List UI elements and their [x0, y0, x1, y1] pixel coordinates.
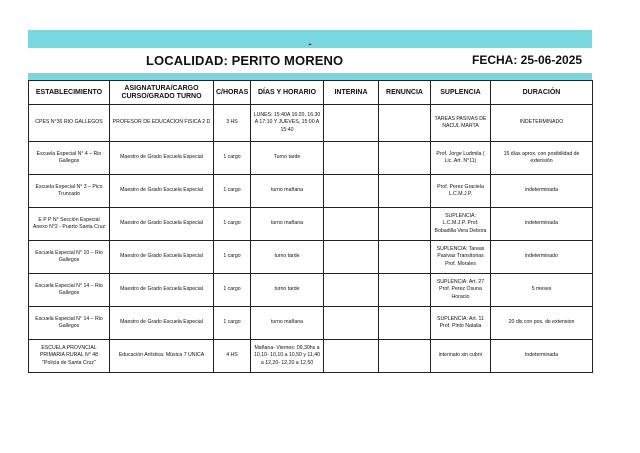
col-header-renuncia: RENUNCIA — [379, 81, 431, 105]
col-header-interina: INTERINA — [324, 81, 379, 105]
header-band-bottom — [28, 73, 592, 80]
locality-title: LOCALIDAD: PERITO MORENO — [146, 53, 344, 68]
cell-suplencia: Prof. Jorge Ludmila ( Lic. Art. N°11) — [431, 142, 491, 175]
cell-interina — [324, 208, 379, 241]
cell-interina — [324, 307, 379, 340]
table-row — [29, 274, 593, 307]
cell-duracion: 5 meses — [491, 274, 593, 307]
cell-renuncia — [379, 208, 431, 241]
cell-asignatura: Maestro de Grado Escuela Especial — [110, 175, 214, 208]
cell-interina — [324, 340, 379, 373]
cell-establecimiento: Escuela Especial N° 14 – Rio Gallegos — [29, 274, 110, 307]
cell-duracion: indeterminada — [491, 175, 593, 208]
cell-asignatura: PROFESOR DE EDUCACION FISICA 2 D — [110, 105, 214, 142]
cell-duracion: Indeterminada — [491, 340, 593, 373]
cell-renuncia — [379, 274, 431, 307]
cell-establecimiento: Escuela Especial N° 3 – Pico Truncado — [29, 175, 110, 208]
cell-dias-horario: turno tarde — [251, 274, 324, 307]
cell-dias-horario: Turno tarde — [251, 142, 324, 175]
col-header-duracion: DURACIÓN — [491, 81, 593, 105]
cell-renuncia — [379, 307, 431, 340]
cell-renuncia — [379, 175, 431, 208]
cell-interina — [324, 142, 379, 175]
cell-suplencia: interinato sin cubrir — [431, 340, 491, 373]
cell-horas: 1 cargo — [214, 208, 251, 241]
cell-suplencia: Prof. Perez Graciela L.C.M.J.P. — [431, 175, 491, 208]
cell-asignatura: Educación Artística: Música 7 UNICA — [110, 340, 214, 373]
table-row — [29, 307, 593, 340]
cell-horas: 1 cargo — [214, 241, 251, 274]
cell-establecimiento: Escuela Especial N° 10 – Rio Gallegos — [29, 241, 110, 274]
cell-horas: 3 HS — [214, 105, 251, 142]
cell-establecimiento: Escuela Especial N° 14 – Rio Gallegos — [29, 307, 110, 340]
table-row — [29, 175, 593, 208]
cell-asignatura: Maestro de Grado Escuela Especial — [110, 142, 214, 175]
cell-dias-horario: Mañana- Viernes: 09,30hs a 10,10- 10,10 a 10,50 y 11,40 a 12,20- 12,20 a 12,50 — [251, 340, 324, 373]
cell-renuncia — [379, 142, 431, 175]
cell-dias-horario: turno mañana — [251, 208, 324, 241]
cell-renuncia — [379, 105, 431, 142]
col-header-establecimiento: ESTABLECIMIENTO — [29, 81, 110, 105]
cell-duracion: 20 dis con pos, de extension — [491, 307, 593, 340]
cell-dias-horario: turno mañana — [251, 175, 324, 208]
cell-asignatura: Maestro de Grado Escuela Especial — [110, 274, 214, 307]
cell-dias-horario: turno mañana — [251, 307, 324, 340]
cell-suplencia: SUPLENCIA: Tareas Pasivas Transitorias Prof. Morales — [431, 241, 491, 274]
cell-suplencia: SUPLENCIA: Art. 27 Prof. Perez Osuna Horacio — [431, 274, 491, 307]
cell-asignatura: Maestro de Grado Escuela Especial — [110, 208, 214, 241]
date-title: FECHA: 25-06-2025 — [472, 53, 583, 67]
cell-asignatura: Maestro de Grado Escuela Especial — [110, 241, 214, 274]
col-header-horas: C/HORAS — [214, 81, 251, 105]
cell-horas: 1 cargo — [214, 274, 251, 307]
cell-establecimiento: CPES N°36 RIO GALLEGOS — [29, 105, 110, 142]
table-header-row — [29, 81, 593, 105]
cell-suplencia: SUPLENCIA: L.C.M.J.P. Prof. Bobadilla Vera Debora — [431, 208, 491, 241]
table-row — [29, 142, 593, 175]
cell-horas: 4 HS — [214, 340, 251, 373]
vacancies-table — [28, 80, 593, 373]
table-row — [29, 340, 593, 373]
table-row — [29, 105, 593, 142]
cell-establecimiento: Escuela Especial N° 4 – Rio Gallegos — [29, 142, 110, 175]
cell-asignatura: Maestro de Grado Escuela Especial — [110, 307, 214, 340]
cell-establecimiento: E P P N° Sección Especial Anexo N°2 - Puerto Santa Cruz — [29, 208, 110, 241]
cell-establecimiento: ESCUELA PROVNCIAL PRIMARIA RURAL N° 48 "Policia de Santa Cruz" — [29, 340, 110, 373]
cell-interina — [324, 274, 379, 307]
table-row — [29, 208, 593, 241]
cell-suplencia: TAREAS PASIVAS DE NACUL MARTA — [431, 105, 491, 142]
cell-interina — [324, 105, 379, 142]
cell-dias-horario: LUNES: 15:40A 16:20, 16.30 A 17:10 Y JUEVES, 15:00 A 15:40 — [251, 105, 324, 142]
col-header-dias-horario: DÍAS Y HORARIO — [251, 81, 324, 105]
cell-horas: 1 cargo — [214, 142, 251, 175]
header-dash: - — [308, 39, 312, 49]
col-header-suplencia: SUPLENCIA — [431, 81, 491, 105]
cell-duracion: indeterminada — [491, 208, 593, 241]
cell-duracion: INDETERMINADO — [491, 105, 593, 142]
cell-horas: 1 cargo — [214, 307, 251, 340]
cell-dias-horario: turno tarde — [251, 241, 324, 274]
cell-interina — [324, 175, 379, 208]
col-header-asignatura: ASIGNATURA/CARGO CURSO/GRADO TURNO — [110, 81, 214, 105]
cell-duracion: indeterminado — [491, 241, 593, 274]
cell-interina — [324, 241, 379, 274]
cell-renuncia — [379, 241, 431, 274]
header-band-top — [28, 30, 592, 48]
cell-suplencia: SUPLENCIA: Art. 11 Prof. Pinto Natalia — [431, 307, 491, 340]
cell-horas: 1 cargo — [214, 175, 251, 208]
title-row — [28, 49, 592, 73]
cell-renuncia — [379, 340, 431, 373]
cell-duracion: 15 días aprox. con posibilidad de extensión — [491, 142, 593, 175]
table-row — [29, 241, 593, 274]
